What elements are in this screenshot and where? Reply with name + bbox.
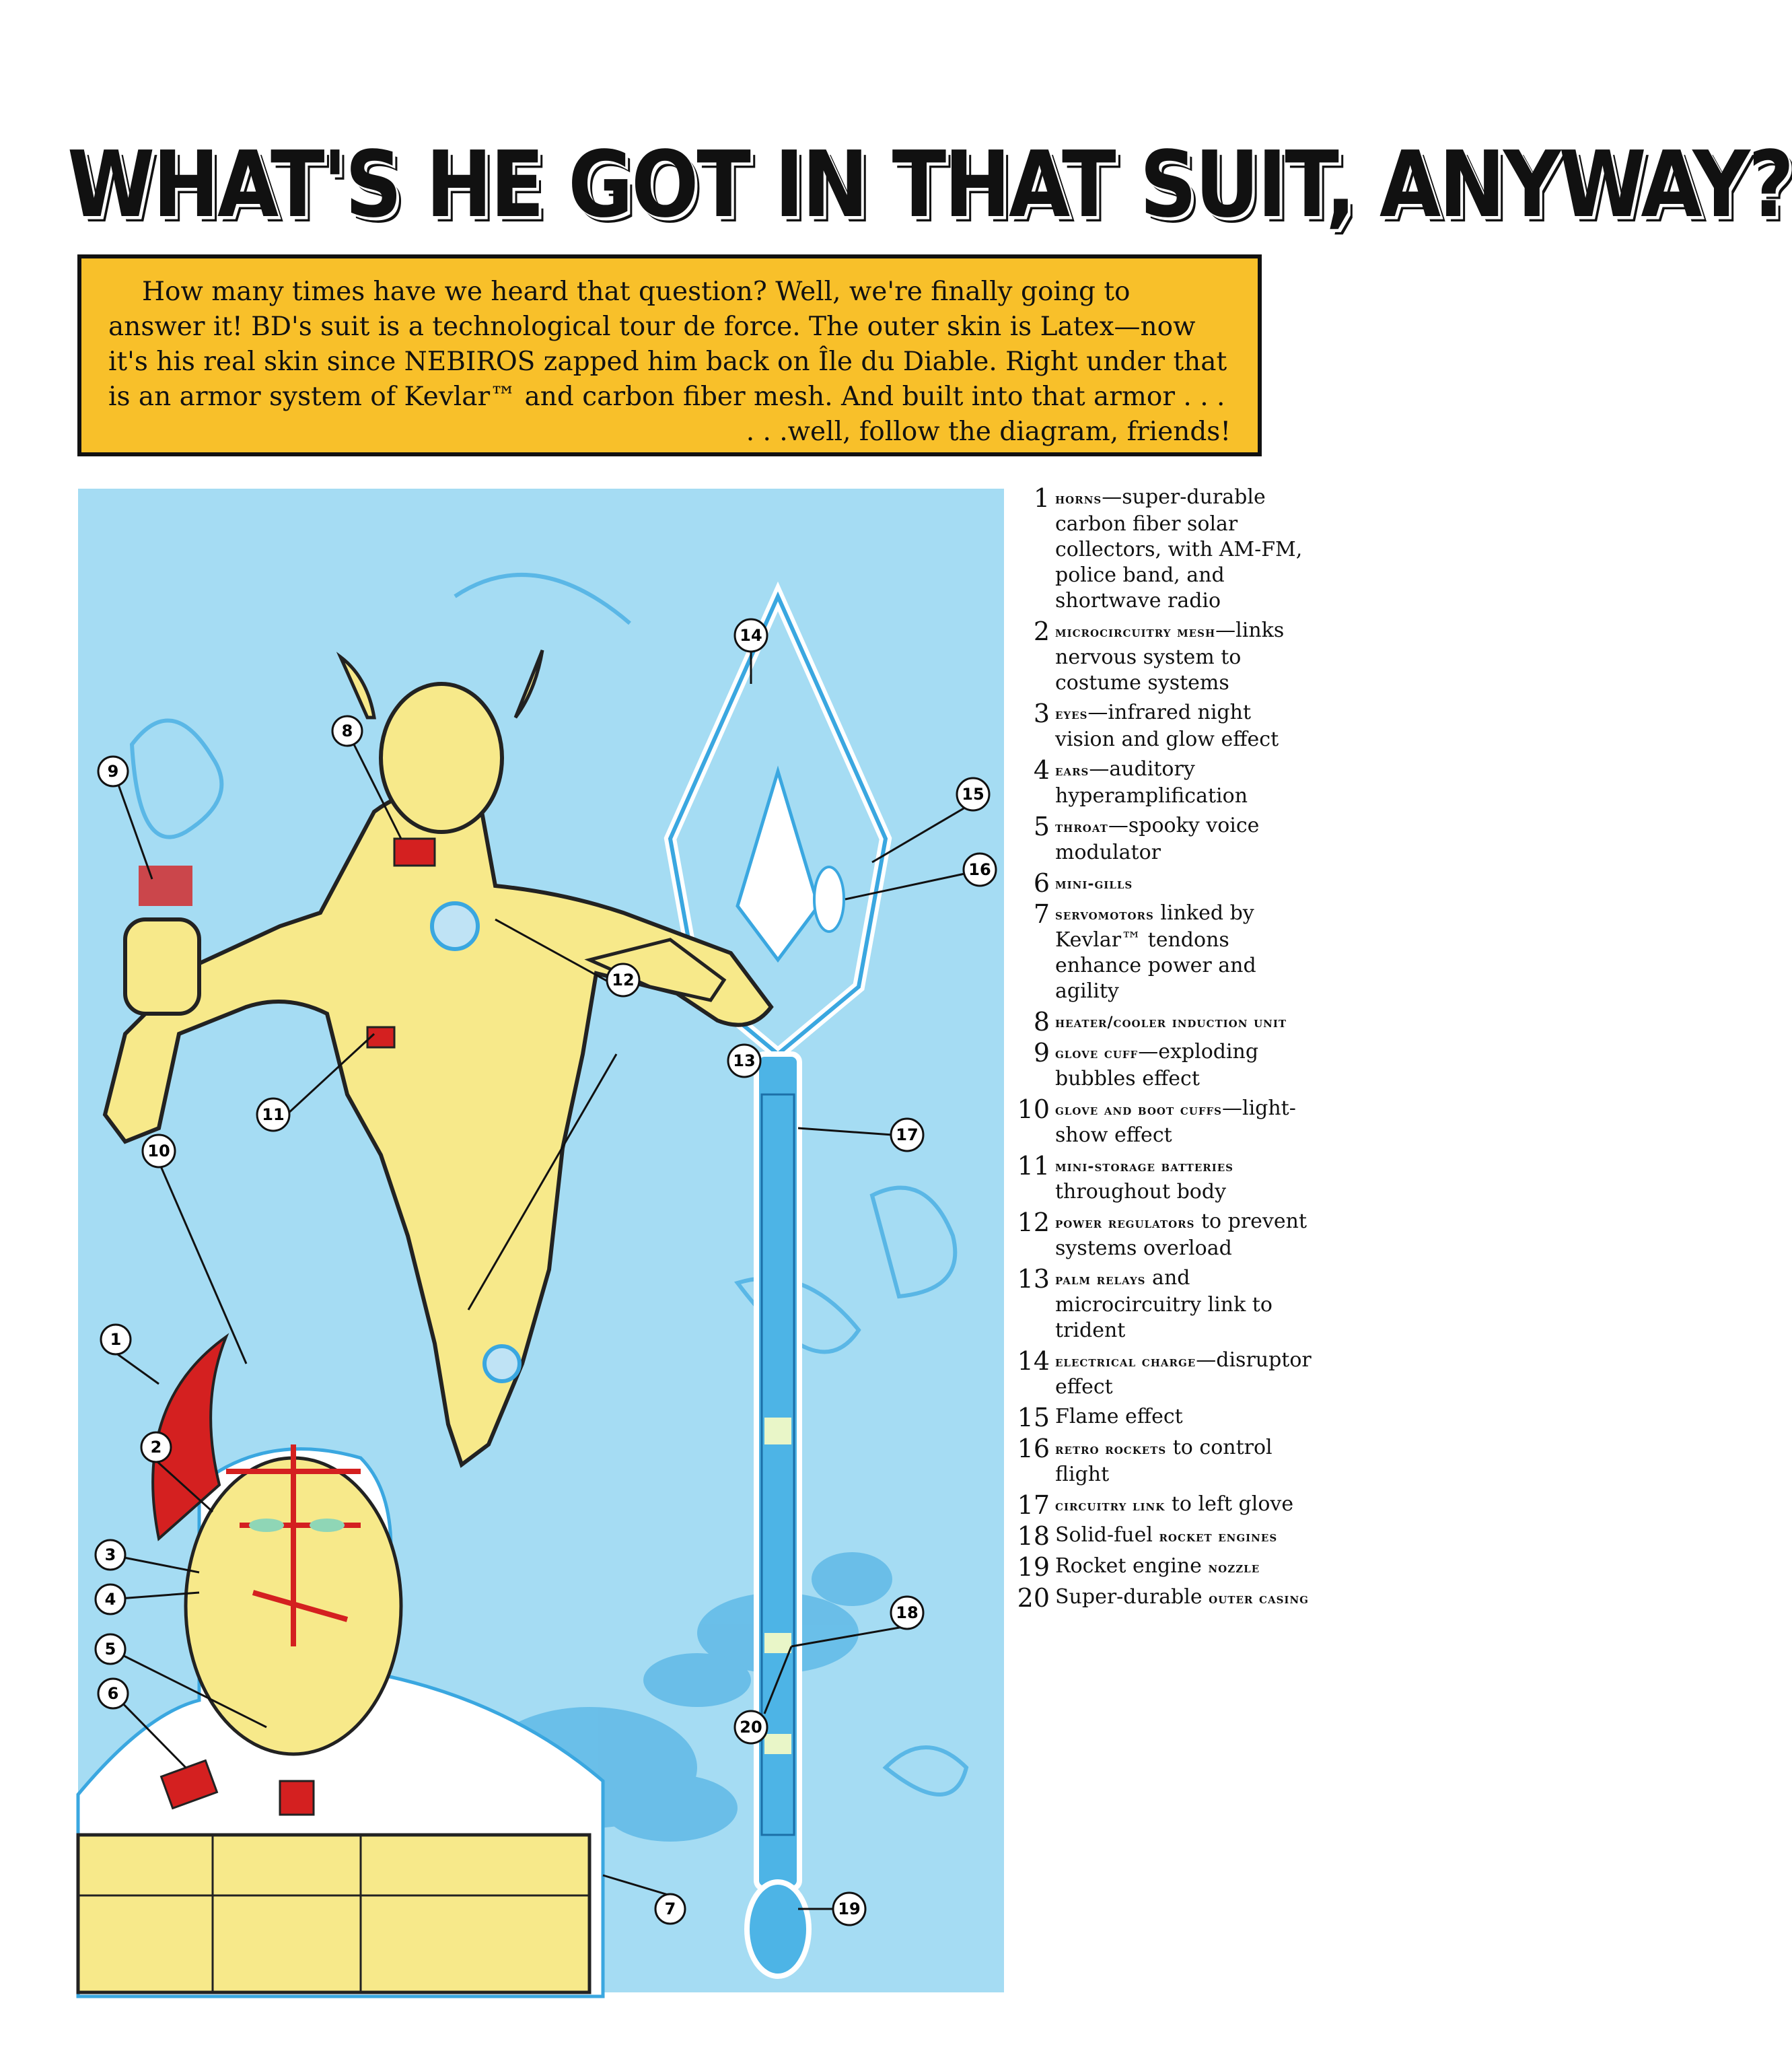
legend-description: —spooky voice modulator — [1055, 814, 1260, 864]
legend-term: nozzle — [1208, 1559, 1260, 1576]
legend-description: —links nervous system to costume systems — [1055, 619, 1285, 695]
legend-description: Super-durable — [1055, 1585, 1209, 1609]
legend-term: power regulators — [1055, 1214, 1195, 1232]
svg-text:9: 9 — [107, 762, 119, 781]
legend-item — [1013, 1152, 1316, 1205]
legend-term: glove cuff — [1055, 1045, 1139, 1062]
legend-text — [1055, 1152, 1316, 1205]
svg-text:4: 4 — [104, 1590, 116, 1609]
legend-number: 13 — [1017, 1264, 1050, 1294]
legend-description: —infrared night vision and glow effect — [1055, 701, 1279, 751]
legend-item — [1013, 618, 1316, 696]
legend-item — [1013, 1554, 1316, 1580]
svg-text:2: 2 — [150, 1438, 162, 1457]
intro-paragraph: How many times have we heard that question? Well, we're finally going to answer it! BD's suit is a technological tour de force. The outer skin is Latex—now it's his real skin since NEBIROS zapped him back on Île du Diable. Right under that is an armor system of Kevlar™ and carbon fiber mesh. And built into that armor . . . — [108, 277, 1227, 412]
legend-number: 7 — [1033, 899, 1050, 929]
callout-20 — [735, 1711, 767, 1743]
legend-number: 20 — [1017, 1583, 1050, 1613]
svg-text:6: 6 — [107, 1684, 119, 1703]
legend-text — [1055, 1096, 1316, 1148]
svg-text:18: 18 — [896, 1603, 919, 1622]
svg-text:11: 11 — [262, 1105, 285, 1124]
legend-text — [1055, 1584, 1309, 1611]
legend-description: —light-show effect — [1055, 1096, 1296, 1147]
legend-number: 10 — [1017, 1094, 1050, 1124]
legend-number: 12 — [1017, 1208, 1050, 1237]
legend-description: to left glove — [1165, 1492, 1294, 1516]
svg-text:5: 5 — [104, 1640, 116, 1659]
legend-item — [1013, 1523, 1316, 1549]
callout-18 — [891, 1597, 923, 1629]
legend-text — [1055, 1404, 1183, 1431]
legend-item — [1013, 1435, 1316, 1488]
callout-4 — [96, 1584, 125, 1614]
svg-text:14: 14 — [740, 626, 762, 645]
legend-text — [1055, 618, 1316, 696]
svg-text:3: 3 — [104, 1545, 116, 1564]
svg-text:19: 19 — [838, 1899, 861, 1918]
legend-text — [1055, 813, 1316, 866]
legend-number: 4 — [1033, 755, 1050, 785]
legend-term: servomotors — [1055, 906, 1154, 923]
legend-number: 5 — [1033, 812, 1050, 841]
callout-17 — [891, 1119, 923, 1151]
legend-text — [1055, 1008, 1287, 1035]
svg-text:17: 17 — [896, 1125, 919, 1144]
legend-item — [1013, 870, 1316, 897]
legend-item — [1013, 1209, 1316, 1261]
legend-text — [1055, 1523, 1277, 1549]
legend-number: 15 — [1017, 1403, 1050, 1432]
legend-text — [1055, 870, 1133, 897]
svg-text:10: 10 — [147, 1142, 170, 1160]
svg-text:20: 20 — [740, 1718, 762, 1737]
legend-description: to control flight — [1055, 1436, 1273, 1486]
legend-text — [1055, 1492, 1293, 1519]
legend-item — [1013, 1096, 1316, 1148]
legend-number: 19 — [1017, 1552, 1050, 1582]
legend-description: —exploding bubbles effect — [1055, 1040, 1259, 1090]
legend-text — [1055, 1435, 1316, 1488]
legend-term: retro rockets — [1055, 1440, 1167, 1458]
legend-number: 6 — [1033, 868, 1050, 898]
callout-7 — [655, 1894, 685, 1924]
svg-text:16: 16 — [968, 860, 991, 879]
callout-2 — [141, 1432, 171, 1462]
legend-description: linked by Kevlar™ tendons enhance power and agility — [1055, 901, 1256, 1003]
legend-text — [1055, 901, 1316, 1004]
trident — [670, 596, 886, 1976]
legend-item — [1013, 700, 1316, 753]
legend-term: palm relays — [1055, 1271, 1146, 1288]
legend-item — [1013, 1265, 1316, 1344]
callout-11 — [257, 1099, 289, 1131]
legend-number: 9 — [1033, 1038, 1050, 1068]
legend-term: ears — [1055, 762, 1089, 779]
legend-text — [1055, 1209, 1316, 1261]
legend-number: 14 — [1017, 1346, 1050, 1376]
legend-description: —auditory hyperamplification — [1055, 757, 1248, 808]
svg-text:1: 1 — [110, 1330, 122, 1349]
legend-term: electrical charge — [1055, 1353, 1196, 1370]
intro-closing: . . .well, follow the diagram, friends! — [746, 417, 1231, 447]
legend-description: to prevent systems overload — [1055, 1210, 1307, 1260]
legend-item — [1013, 1584, 1316, 1611]
legend-text — [1055, 1265, 1316, 1344]
legend-term: eyes — [1055, 705, 1088, 723]
legend-term: rocket engines — [1159, 1528, 1278, 1545]
callout-13 — [728, 1045, 760, 1077]
legend-number: 18 — [1017, 1521, 1050, 1551]
legend-term: horns — [1055, 490, 1102, 508]
callout-14 — [735, 619, 767, 652]
callout-12 — [607, 964, 639, 996]
legend-term: throat — [1055, 818, 1108, 836]
legend-number: 17 — [1017, 1490, 1050, 1520]
legend-number: 1 — [1033, 483, 1050, 513]
svg-text:13: 13 — [733, 1051, 756, 1070]
legend-item — [1013, 1008, 1316, 1035]
legend-text — [1055, 700, 1316, 753]
legend-term: mini-storage batteries — [1055, 1158, 1234, 1175]
legend-number: 2 — [1033, 617, 1050, 646]
legend-term: microcircuitry mesh — [1055, 623, 1216, 641]
legend — [1013, 485, 1316, 1615]
legend-term: outer casing — [1209, 1590, 1309, 1607]
diagram-svg — [78, 489, 1004, 1992]
legend-number: 8 — [1033, 1007, 1050, 1037]
legend-item — [1013, 757, 1316, 809]
suited-figure — [105, 650, 771, 1465]
legend-description: and microcircuitry link to trident — [1055, 1266, 1273, 1342]
callout-3 — [96, 1540, 125, 1570]
legend-description: —super-durable carbon fiber solar collectors, with AM-FM, police band, and shortwave radio — [1055, 485, 1303, 613]
legend-number: 11 — [1017, 1151, 1050, 1181]
legend-description: —disruptor effect — [1055, 1348, 1312, 1399]
callout-1 — [101, 1325, 131, 1354]
svg-text:12: 12 — [612, 971, 635, 989]
legend-item — [1013, 1039, 1316, 1092]
legend-text — [1055, 485, 1316, 614]
callout-8 — [332, 716, 362, 746]
page-title: WHAT'S HE GOT IN THAT SUIT, ANYWAY? — [67, 131, 1792, 238]
legend-item — [1013, 901, 1316, 1004]
legend-item — [1013, 813, 1316, 866]
legend-text — [1055, 1039, 1316, 1092]
legend-number: 16 — [1017, 1434, 1050, 1463]
legend-description: Flame effect — [1055, 1405, 1183, 1428]
callout-10 — [143, 1135, 175, 1167]
diagram-illustration — [78, 489, 1004, 1992]
legend-text — [1055, 1554, 1260, 1580]
svg-text:15: 15 — [962, 785, 984, 804]
legend-term: glove and boot cuffs — [1055, 1101, 1222, 1119]
svg-text:8: 8 — [341, 722, 353, 740]
legend-term: heater/cooler induction unit — [1055, 1014, 1287, 1031]
callout-6 — [98, 1679, 128, 1708]
legend-description: Rocket engine — [1055, 1554, 1209, 1578]
callout-16 — [964, 853, 996, 886]
legend-number: 3 — [1033, 699, 1050, 728]
legend-text — [1055, 1348, 1316, 1400]
callout-19 — [833, 1893, 865, 1925]
legend-description: Solid-fuel — [1055, 1523, 1159, 1547]
legend-description: throughout body — [1055, 1180, 1227, 1204]
svg-text:7: 7 — [664, 1899, 676, 1918]
legend-item — [1013, 1348, 1316, 1400]
legend-item — [1013, 485, 1316, 614]
legend-item — [1013, 1404, 1316, 1431]
legend-text — [1055, 757, 1316, 809]
intro-box — [77, 254, 1262, 456]
callout-9 — [98, 757, 128, 786]
legend-term: mini-gills — [1055, 875, 1133, 893]
callout-15 — [957, 778, 989, 810]
legend-item — [1013, 1492, 1316, 1519]
legend-term: circuitry link — [1055, 1497, 1166, 1514]
callout-5 — [96, 1634, 125, 1664]
